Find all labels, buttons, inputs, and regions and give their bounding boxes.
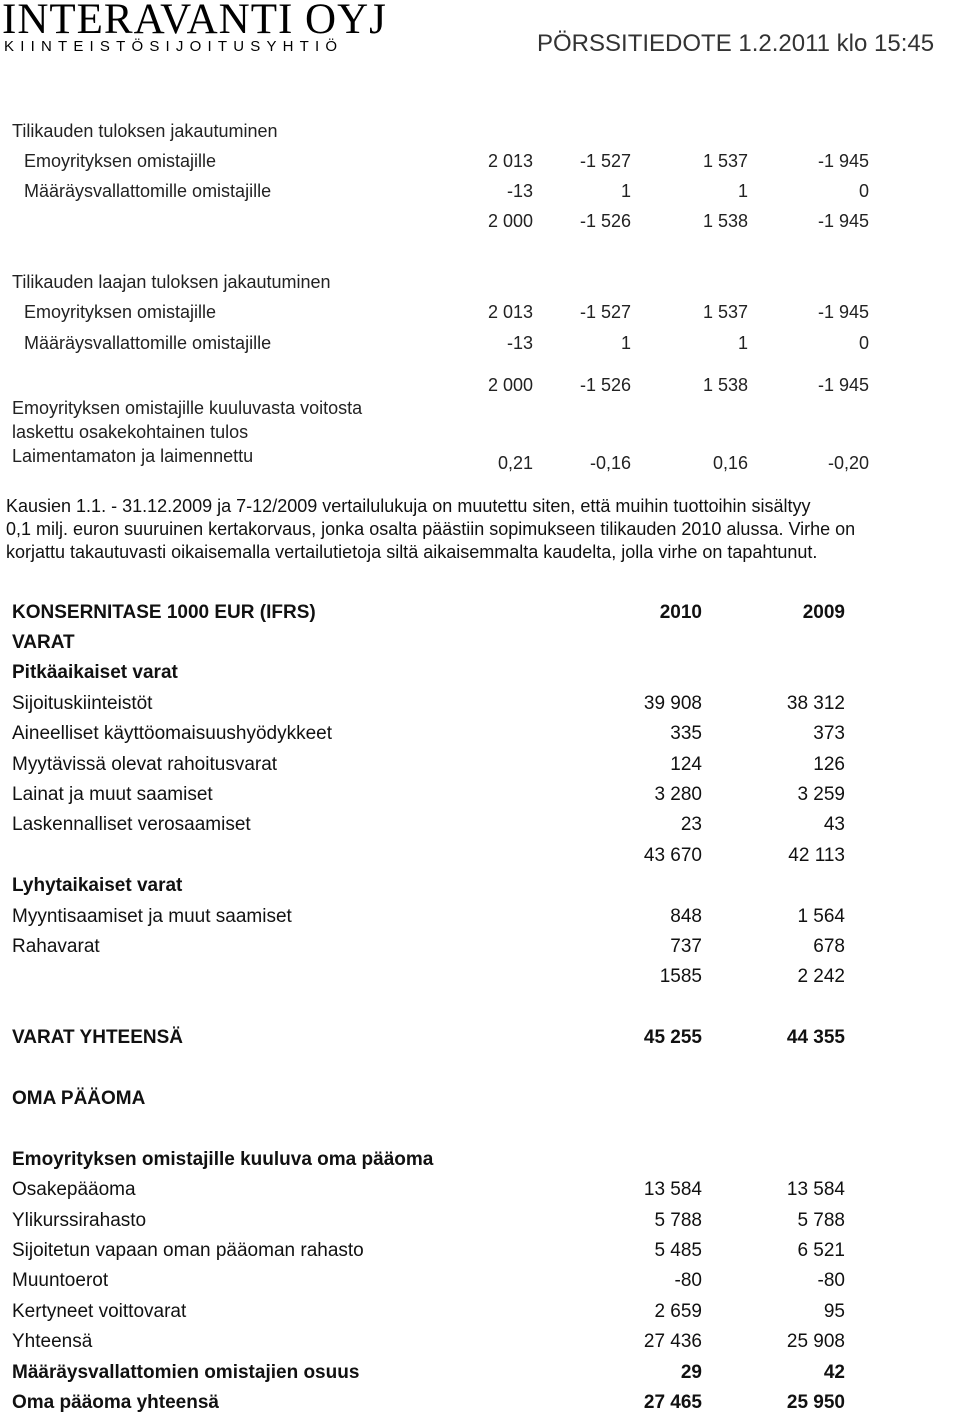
balance-row-label: Lyhytaikaiset varat xyxy=(12,875,183,896)
row-label: Emoyrityksen omistajille xyxy=(24,302,217,322)
row-value: -1 527 xyxy=(579,302,631,322)
balance-row-label: Yhteensä xyxy=(12,1331,93,1352)
balance-value-2010: 124 xyxy=(670,754,702,775)
balance-value-2009: 373 xyxy=(813,723,845,744)
row-value: 1 538 xyxy=(702,211,748,231)
row-value: 1 538 xyxy=(702,375,748,395)
row-value: -1 945 xyxy=(817,375,869,395)
balance-value-2010: 39 908 xyxy=(643,693,702,714)
balance-row-label: Ylikurssirahasto xyxy=(12,1210,147,1231)
balance-value-2009: 13 584 xyxy=(786,1179,845,1200)
eps-value: -0,20 xyxy=(827,453,869,473)
balance-value-2009: 44 355 xyxy=(786,1027,845,1048)
balance-value-2009: 678 xyxy=(813,936,845,957)
row-value: 1 xyxy=(737,333,748,353)
balance-value-2010: 2 659 xyxy=(654,1301,702,1322)
balance-value-2009: 1 564 xyxy=(797,906,845,927)
balance-row-label: Osakepääoma xyxy=(12,1179,136,1200)
balance-value-2009: 38 312 xyxy=(786,693,845,714)
balance-value-2009: 2 242 xyxy=(797,966,845,987)
balance-value-2010: 27 465 xyxy=(643,1392,702,1413)
balance-row-label: Lainat ja muut saamiset xyxy=(12,784,213,805)
row-value: -1 945 xyxy=(817,211,869,231)
eps-label-line: Emoyrityksen omistajille kuuluvasta voitosta xyxy=(12,398,363,418)
balance-value-2010: 45 255 xyxy=(643,1027,702,1048)
note-line: 0,1 milj. euron suuruinen kertakorvaus, jonka osalta päästiin sopimukseen tilikauden 2010 alussa. Virhe on xyxy=(6,519,856,539)
balance-value-2010: 3 280 xyxy=(654,784,702,805)
balance-value-2009: 5 788 xyxy=(797,1210,845,1231)
balance-row-label: Sijoitetun vapaan oman pääoman rahasto xyxy=(12,1240,364,1261)
section-title: Tilikauden laajan tuloksen jakautuminen xyxy=(12,272,331,292)
balance-value-2009: 25 950 xyxy=(786,1392,845,1413)
balance-row-label: Sijoituskiinteistöt xyxy=(12,693,153,714)
balance-row-label: Emoyrityksen omistajille kuuluva oma pääoma xyxy=(12,1149,434,1170)
row-value: 2 000 xyxy=(487,211,533,231)
balance-value-2009: 95 xyxy=(823,1301,845,1322)
balance-value-2010: 43 670 xyxy=(643,845,702,866)
row-value: 2 013 xyxy=(487,151,533,171)
row-value: -1 527 xyxy=(579,151,631,171)
balance-value-2009: 3 259 xyxy=(797,784,845,805)
balance-value-2009: 6 521 xyxy=(797,1240,845,1261)
balance-row-label: VARAT YHTEENSÄ xyxy=(12,1027,184,1048)
note-line: Kausien 1.1. - 31.12.2009 ja 7-12/2009 vertailulukuja on muutettu siten, että muihin tuottoihin sisältyy xyxy=(6,496,811,516)
eps-label-line: Laimentamaton ja laimennettu xyxy=(12,446,254,466)
balance-row-label: Aineelliset käyttöomaisuushyödykkeet xyxy=(12,723,333,744)
note-line: korjattu takautuvasti oikaisemalla vertailutietoja siltä aikaisemmalta kaudelta, jolla virhe on tapahtunut. xyxy=(6,542,818,562)
column-header-2009: 2009 xyxy=(802,602,845,623)
balance-row-label: Määräysvallattomien omistajien osuus xyxy=(12,1362,360,1383)
balance-row-label: Kertyneet voittovarat xyxy=(12,1301,187,1322)
row-value: -13 xyxy=(506,333,533,353)
row-value: -1 526 xyxy=(579,375,631,395)
row-label: Määräysvallattomille omistajille xyxy=(24,333,272,353)
row-label: Emoyrityksen omistajille xyxy=(24,151,217,171)
press-release-heading: PÖRSSITIEDOTE 1.2.2011 klo 15:45 xyxy=(537,30,935,57)
balance-value-2010: 335 xyxy=(670,723,702,744)
row-value: 1 537 xyxy=(702,302,748,322)
balance-value-2010: 27 436 xyxy=(643,1331,702,1352)
balance-value-2010: 737 xyxy=(670,936,702,957)
row-value: 1 xyxy=(737,181,748,201)
balance-value-2010: 23 xyxy=(680,814,702,835)
balance-value-2010: -80 xyxy=(674,1270,702,1291)
balance-row-label: Pitkäaikaiset varat xyxy=(12,662,178,683)
balance-value-2010: 29 xyxy=(680,1362,702,1383)
balance-value-2010: 848 xyxy=(670,906,702,927)
balance-row-label: Oma pääoma yhteensä xyxy=(12,1392,219,1413)
row-value: 1 xyxy=(620,181,631,201)
row-value: 2 013 xyxy=(487,302,533,322)
balance-value-2010: 1585 xyxy=(659,966,702,987)
balance-row-label: Rahavarat xyxy=(12,936,100,957)
balance-row-label: Myytävissä olevat rahoitusvarat xyxy=(12,754,278,775)
company-logo xyxy=(0,0,387,70)
column-header-2010: 2010 xyxy=(659,602,702,623)
row-value: -1 526 xyxy=(579,211,631,231)
row-value: 2 000 xyxy=(487,375,533,395)
logo-company-subtitle: KIINTEISTÖSIJOITUSYHTIÖ xyxy=(4,38,344,55)
section-title: Tilikauden tuloksen jakautuminen xyxy=(12,121,278,141)
balance-title: KONSERNITASE 1000 EUR (IFRS) xyxy=(12,602,316,623)
balance-value-2009: 42 113 xyxy=(788,845,845,866)
balance-value-2009: 42 xyxy=(823,1362,845,1383)
balance-row-label: OMA PÄÄOMA xyxy=(12,1088,146,1109)
balance-value-2010: 5 485 xyxy=(654,1240,702,1261)
row-value: -1 945 xyxy=(817,151,869,171)
balance-value-2009: 43 xyxy=(823,814,845,835)
balance-value-2010: 13 584 xyxy=(643,1179,702,1200)
row-value: 1 537 xyxy=(702,151,748,171)
row-value: 0 xyxy=(858,333,869,353)
balance-row-label: Muuntoerot xyxy=(12,1270,109,1291)
balance-row-label: VARAT xyxy=(12,632,75,653)
eps-label-line: laskettu osakekohtainen tulos xyxy=(12,422,249,442)
balance-value-2010: 5 788 xyxy=(654,1210,702,1231)
balance-row-label: Myyntisaamiset ja muut saamiset xyxy=(12,906,292,927)
row-label: Määräysvallattomille omistajille xyxy=(24,181,272,201)
row-value: -1 945 xyxy=(817,302,869,322)
eps-value: 0,21 xyxy=(497,453,533,473)
balance-value-2009: 126 xyxy=(813,754,845,775)
eps-value: -0,16 xyxy=(589,453,631,473)
balance-row-label: Laskennalliset verosaamiset xyxy=(12,814,251,835)
logo-company-name: INTERAVANTI OYJ xyxy=(2,0,387,43)
row-value: 1 xyxy=(620,333,631,353)
row-value: -13 xyxy=(506,181,533,201)
balance-value-2009: 25 908 xyxy=(786,1331,845,1352)
balance-value-2009: -80 xyxy=(817,1270,845,1291)
row-value: 0 xyxy=(858,181,869,201)
eps-value: 0,16 xyxy=(712,453,748,473)
